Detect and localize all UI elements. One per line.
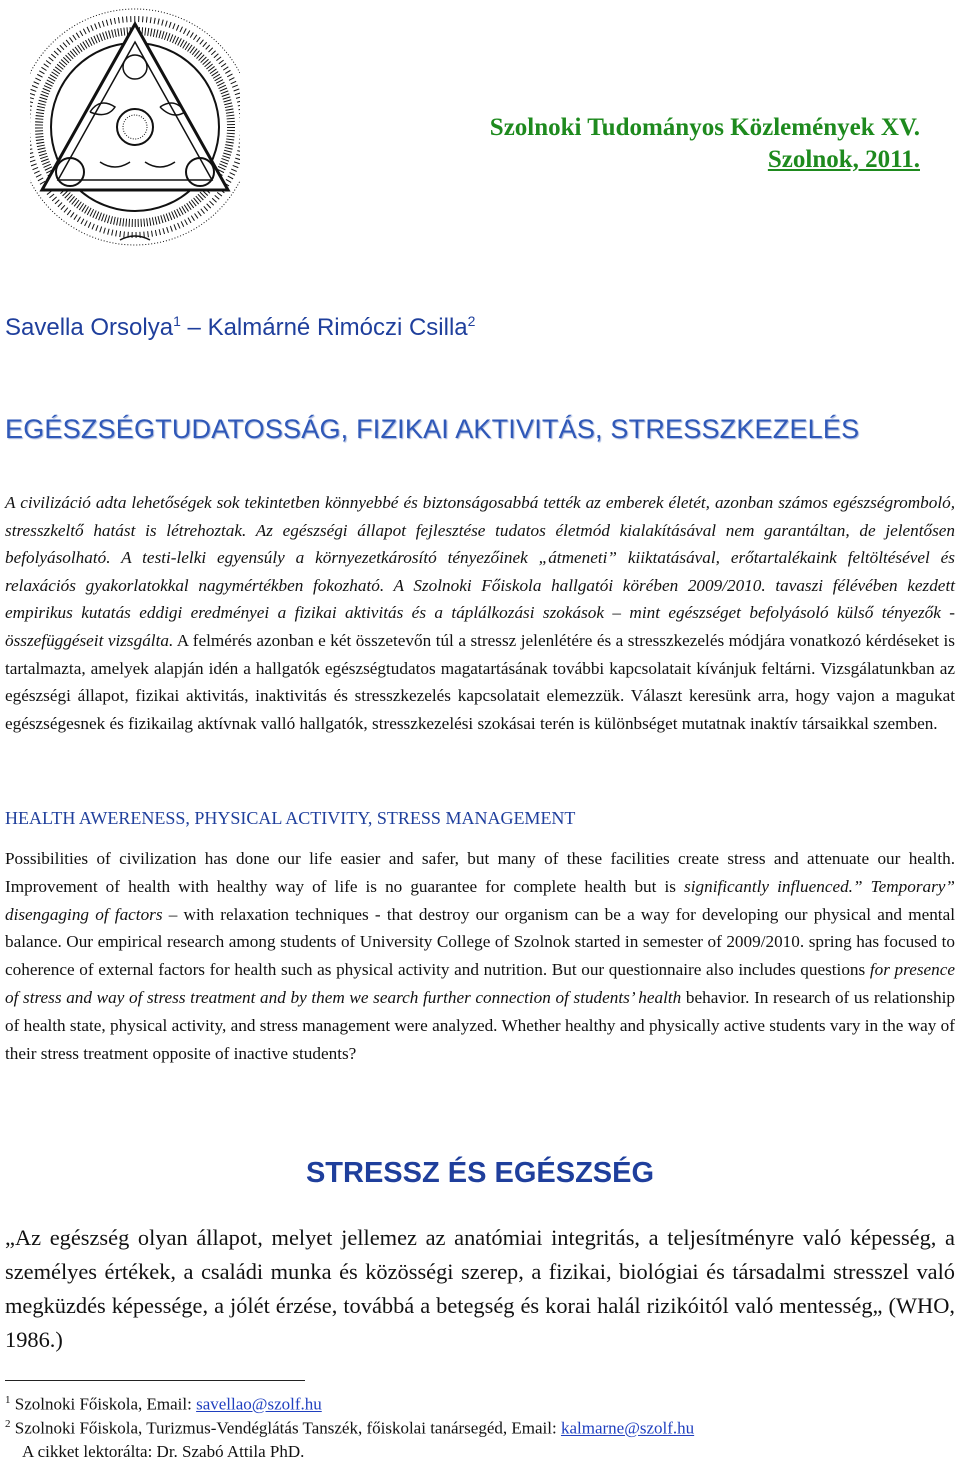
footnote-1-email-link[interactable]: savellao@szolf.hu — [196, 1394, 322, 1414]
abstract-hu-part-3: A felmérés azonban e két összetevőn túl a stressz jelenlétére és a stresszkezelés módjára vonatkozó kérdéseket is tartalmazta, amelyek alapján idén a hallgatók egészségtudatos magatartásának további kapcsolatait kívánjuk feltárni. Vizsgálatunkban az egészségi állapot, fizikai aktivitás, inaktivitás és stresszkezelés kapcsolatait elemezzük. Választ keresünk arra, hogy vajon a magukat egészségesnek és fizikailag aktívnak valló hallgatók, stresszkezelési szokásai terén is különbséget mutatnak inaktív társaikkal szemben. — [5, 630, 955, 733]
footnote-1-text: Szolnoki Főiskola, Email: — [10, 1394, 197, 1414]
footnote-1-number: 1 — [5, 1394, 11, 1406]
footnote-1 — [5, 1394, 322, 1415]
abstract-en-part-1: Possibilities of civilization has done our life easier and safer, but many of these facilities create stress and attenuate our health. Improvement of health with healthy way of life is no guarantee for complete health but is — [5, 849, 955, 896]
who-definition-quote: „Az egészség olyan állapot, melyet jellemez az anatómiai integritás, a teljesítményre való képesség, a személyes értékek, a családi munka és közösségi szerep, a fizikai, biológiai és társadalmi stresszel való megküzdés képessége, a jólét érzése, továbbá a betegség és korai halál rizikóitól való mentesség„ (WHO, 1986.) — [5, 1225, 955, 1352]
abstract-hungarian — [5, 489, 955, 737]
author-1-footnote-ref: 1 — [173, 313, 181, 329]
author-2-footnote-ref: 2 — [467, 313, 476, 329]
paper-title-hungarian: EGÉSZSÉGTUDATOSSÁG, FIZIKAI AKTIVITÁS, STRESSZKEZELÉS — [5, 414, 860, 444]
author-2: Kalmárné Rimóczi Csilla — [207, 314, 468, 341]
footnote-2-email-link[interactable]: kalmarne@szolf.hu — [560, 1418, 695, 1438]
journal-header — [490, 112, 920, 176]
author-separator: – — [180, 314, 208, 341]
authors-line — [5, 313, 475, 342]
abstract-en-part-2: significantly influenced.” Temporary” disengaging of factors — [5, 876, 955, 924]
journal-name: Szolnoki Tudományos Közlemények XV. — [489, 114, 920, 141]
abstract-en-part-4: for presence of stress and way of stress treatment and by them we search further connection of students’ health — [5, 960, 955, 1007]
abstract-english — [5, 845, 955, 1067]
reviewer-note: A cikket lektorálta: Dr. Szabó Attila PhD. — [22, 1442, 305, 1461]
footnote-2-text: Szolnoki Főiskola, Turizmus-Vendéglátás Tanszék, főiskolai tanársegéd, Email: — [10, 1418, 561, 1438]
abstract-hu-part-2: tavaszi félévében kezdett empirikus kutatás eddigi eredményei a fizikai aktivitás és a táplálkozási szokások – mint egészséget befolyásoló külső tényezők - összefüggéseit vizsgálta. — [5, 575, 955, 650]
abstract-hu-part-1: A civilizáció adta lehetőségek sok tekintetben könnyebbé és biztonságosabbá tették az emberek életét, azonban számos egészségromboló, stresszkeltő hatást is létrehoztak. Az egészségi állapot fejlesztése tudatos életmód kialakításával nem garantáltan, de jelentősen befolyásolható. A testi-lelki egyensúly a környezetkárosító tényezőinek „átmeneti” kiiktatásával, erőtartalékaink feltöltésével és relaxációs gyakorlatokkal nagymértékben fokozható. A Szolnoki Főiskola hallgatói körében 2009/2010. — [5, 493, 955, 595]
section-heading: STRESSZ ÉS EGÉSZSÉG — [305, 1157, 655, 1189]
abstract-en-part-5: behavior. In research of us relationship of health state, physical activity, and stress management were analyzed. Whether healthy and physically active students vary in the way of their stress treatment opposite of inactive students? — [5, 987, 955, 1063]
journal-place-year: Szolnok, 2011. — [767, 146, 920, 173]
abstract-en-part-3: – with relaxation techniques - that destroy our organism can be a way for developing our physical and mental balance. Our empirical research among students of University College of Szolnok started in semester of 2009/2010. spring has focused to coherence of external factors for health such as physical activity and nutrition. But our questionnaire also includes questions — [5, 904, 955, 980]
paper-title-english: HEALTH AWERENESS, PHYSICAL ACTIVITY, STRESS MANAGEMENT — [5, 808, 576, 828]
author-1: Savella Orsolya — [5, 314, 174, 341]
footnote-2-number: 2 — [5, 1418, 11, 1430]
footnote-divider — [5, 1380, 305, 1381]
footnote-2 — [5, 1418, 694, 1439]
journal-emblem-icon — [30, 2, 240, 257]
